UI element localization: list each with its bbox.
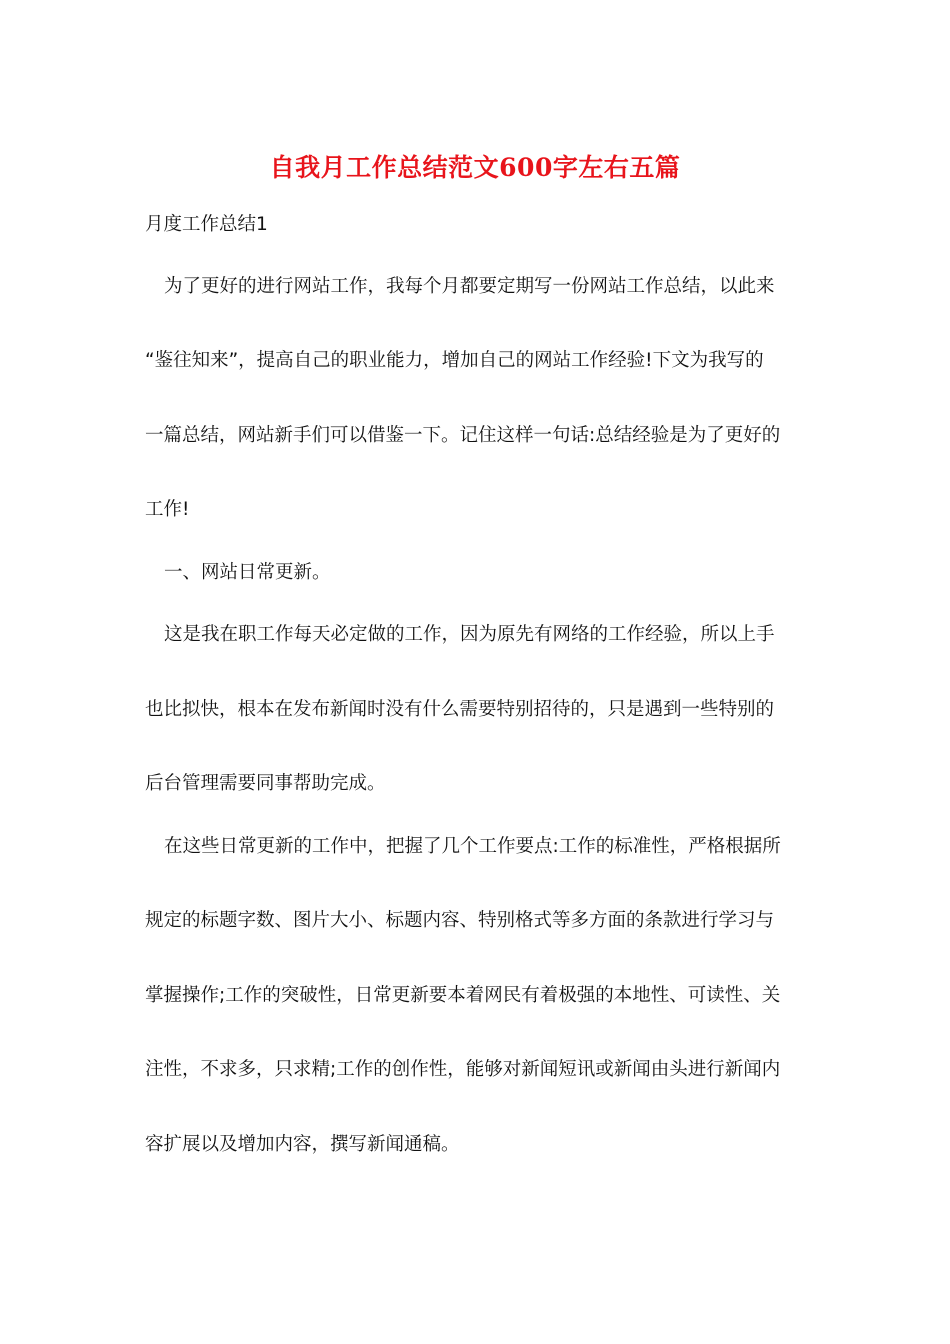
paragraph-line: 后台管理需要同事帮助完成。 [145, 773, 386, 794]
document-title: 自我月工作总结范文600字左右五篇 [269, 153, 681, 182]
paragraph-line: 容扩展以及增加内容，撰写新闻通稿。 [145, 1134, 460, 1155]
section-heading: 月度工作总结1 [145, 214, 268, 235]
paragraph-line: 为了更好的进行网站工作，我每个月都要定期写一份网站工作总结，以此来 [164, 276, 775, 297]
paragraph-line: 规定的标题字数、图片大小、标题内容、特别格式等多方面的条款进行学习与 [145, 910, 775, 931]
paragraph-line: 注性，不求多，只求精;工作的创作性，能够对新闻短讯或新闻由头进行新闻内 [145, 1059, 781, 1080]
paragraph-line: 这是我在职工作每天必定做的工作，因为原先有网络的工作经验，所以上手 [164, 624, 775, 645]
paragraph-line: 在这些日常更新的工作中，把握了几个工作要点:工作的标准性，严格根据所 [164, 836, 781, 857]
paragraph-line: 也比拟快，根本在发布新闻时没有什么需要特别招待的，只是遇到一些特别的 [145, 699, 775, 720]
subsection-heading: 一、网站日常更新。 [164, 562, 331, 583]
paragraph-line: 工作! [145, 499, 190, 520]
paragraph-line: 掌握操作;工作的突破性，日常更新要本着网民有着极强的本地性、可读性、关 [145, 985, 781, 1006]
paragraph-line: 一篇总结，网站新手们可以借鉴一下。记住这样一句话:总结经验是为了更好的 [145, 425, 781, 446]
paragraph-line: “鉴往知来”，提高自己的职业能力，增加自己的网站工作经验!下文为我写的 [145, 350, 764, 371]
